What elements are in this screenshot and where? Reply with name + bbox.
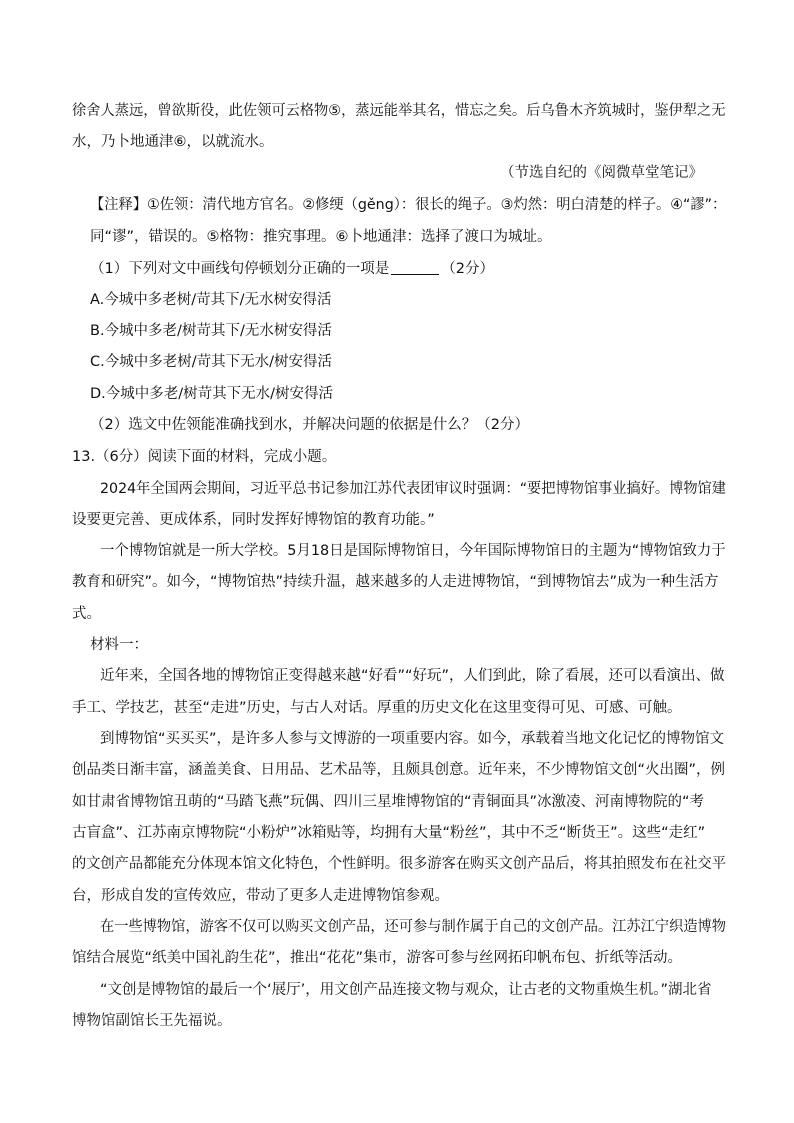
option-b: B.今城中多老/树苛其下/无水树安得活 [90, 323, 332, 339]
question-1-stem [90, 259, 494, 279]
material-p3-line-1: 在一些博物馆，游客不仅可以购买文创产品，还可参与制作属于自己的文创产品。江苏江宁织造博物 [100, 919, 727, 935]
notes-line-1: 【注释】①佐领：清代地方官名。②修绠（gěng）：很长的绳子。③灼然：明白清楚的样子。④“謬”： [90, 197, 727, 213]
intro-p1-line-1: 2024年全国两会期间，习近平总书记参加江苏代表团审议时强调：“要把博物馆事业搞好。博物馆建 [100, 481, 726, 497]
intro-p2-line-1: 一个博物馆就是一所大学校。5月18日是国际博物馆日，今年国际博物馆日的主题为“博物馆致力于 [100, 543, 726, 559]
option-d: D.今城中多老/树苛其下无水/树安得活 [90, 386, 334, 402]
material-p2-line-4: 古盲盒”、江苏南京博物院“小粉炉”冰箱贴等，均拥有大量“粉丝”，其中不乏“断货王”。这些“走红” [72, 825, 706, 841]
material-p4-line-1: “文创是博物馆的最后一个‘展厅’，用文创产品连接文物与观众，让古老的文物重焕生机。”湖北省 [100, 982, 712, 998]
question-2: （2）选文中佐领能准确找到水，并解决问题的依据是什么？（2分） [90, 417, 529, 433]
material-p4-line-2: 博物馆副馆长王先福说。 [72, 1013, 232, 1029]
passage-line-2: 水，乃卜地通津⑥，以就流水。 [72, 134, 274, 150]
passage-line-1: 徐舍人蒸远，曾欲斯役，此佐领可云格物⑤，蒸远能举其名，惜忘之矣。后乌鲁木齐筑城时，鉴伊犁之无 [72, 103, 726, 119]
answer-blank[interactable] [391, 260, 439, 275]
material-p2-line-3: 如甘肃省博物馆丑萌的“马踏飞燕”玩偶、四川三星堆博物馆的“青铜面具”冰激凌、河南博物院的“考 [72, 794, 705, 810]
material-p2-line-6: 台，形成自发的宣传效应，带动了更多人走进博物馆参观。 [72, 888, 449, 904]
option-c: C.今城中多老树/苛其下无水/树安得活 [90, 354, 333, 370]
material-p1-line-1: 近年来，全国各地的博物馆正变得越来越“好看”“好玩”，人们到此，除了看展，还可以看演出、做 [100, 668, 725, 684]
question-1-score: （2分） [441, 261, 494, 277]
question-1-stem-text: （1）下列对文中画线句停顿划分正确的一项是 [90, 261, 390, 277]
intro-p2-line-2: 教育和研究”。如今，“博物馆热”持续升温，越来越多的人走进博物馆，“到博物馆去”成为一种生活方 [72, 574, 719, 590]
intro-p1-line-2: 设要更完善、更成体系，同时发挥好博物馆的教育功能。” [72, 512, 435, 528]
material-p1-line-2: 手工、学技艺，甚至“走进”历史，与古人对话。厚重的历史文化在这里变得可见、可感、可触。 [72, 700, 682, 716]
question-13-heading: 13.（6分）阅读下面的材料，完成小题。 [72, 449, 337, 465]
option-a: A.今城中多老树/苛其下/无水树安得活 [90, 292, 332, 308]
notes-line-2: 同“谬”，错误的。⑤格物：推究事理。⑥卜地通津：选择了渡口为城址。 [90, 229, 552, 245]
material-p2-line-5: 的文创产品都能充分体现本馆文化特色，个性鲜明。很多游客在购买文创产品后，将其拍照发布在社交平 [72, 856, 726, 872]
passage-source: （节选自纪的《阅微草堂笔记》 [500, 165, 703, 181]
material-one-label: 材料一： [90, 637, 148, 653]
material-p2-line-1: 到博物馆“买买买”，是许多人参与文博游的一项重要内容。如今，承载着当地文化记忆的博物馆文 [100, 731, 725, 747]
intro-p2-line-3: 式。 [72, 606, 101, 622]
material-p2-line-2: 创品类日渐丰富，涵盖美食、日用品、艺术品等，且颇具创意。近年来，不少博物馆文创“火出圈”，例 [72, 762, 726, 778]
material-p3-line-2: 馆结合展览“纸美中国礼韵生花”，推出“花花”集市，游客可参与丝网拓印帆布包、折纸等活动。 [72, 950, 683, 966]
